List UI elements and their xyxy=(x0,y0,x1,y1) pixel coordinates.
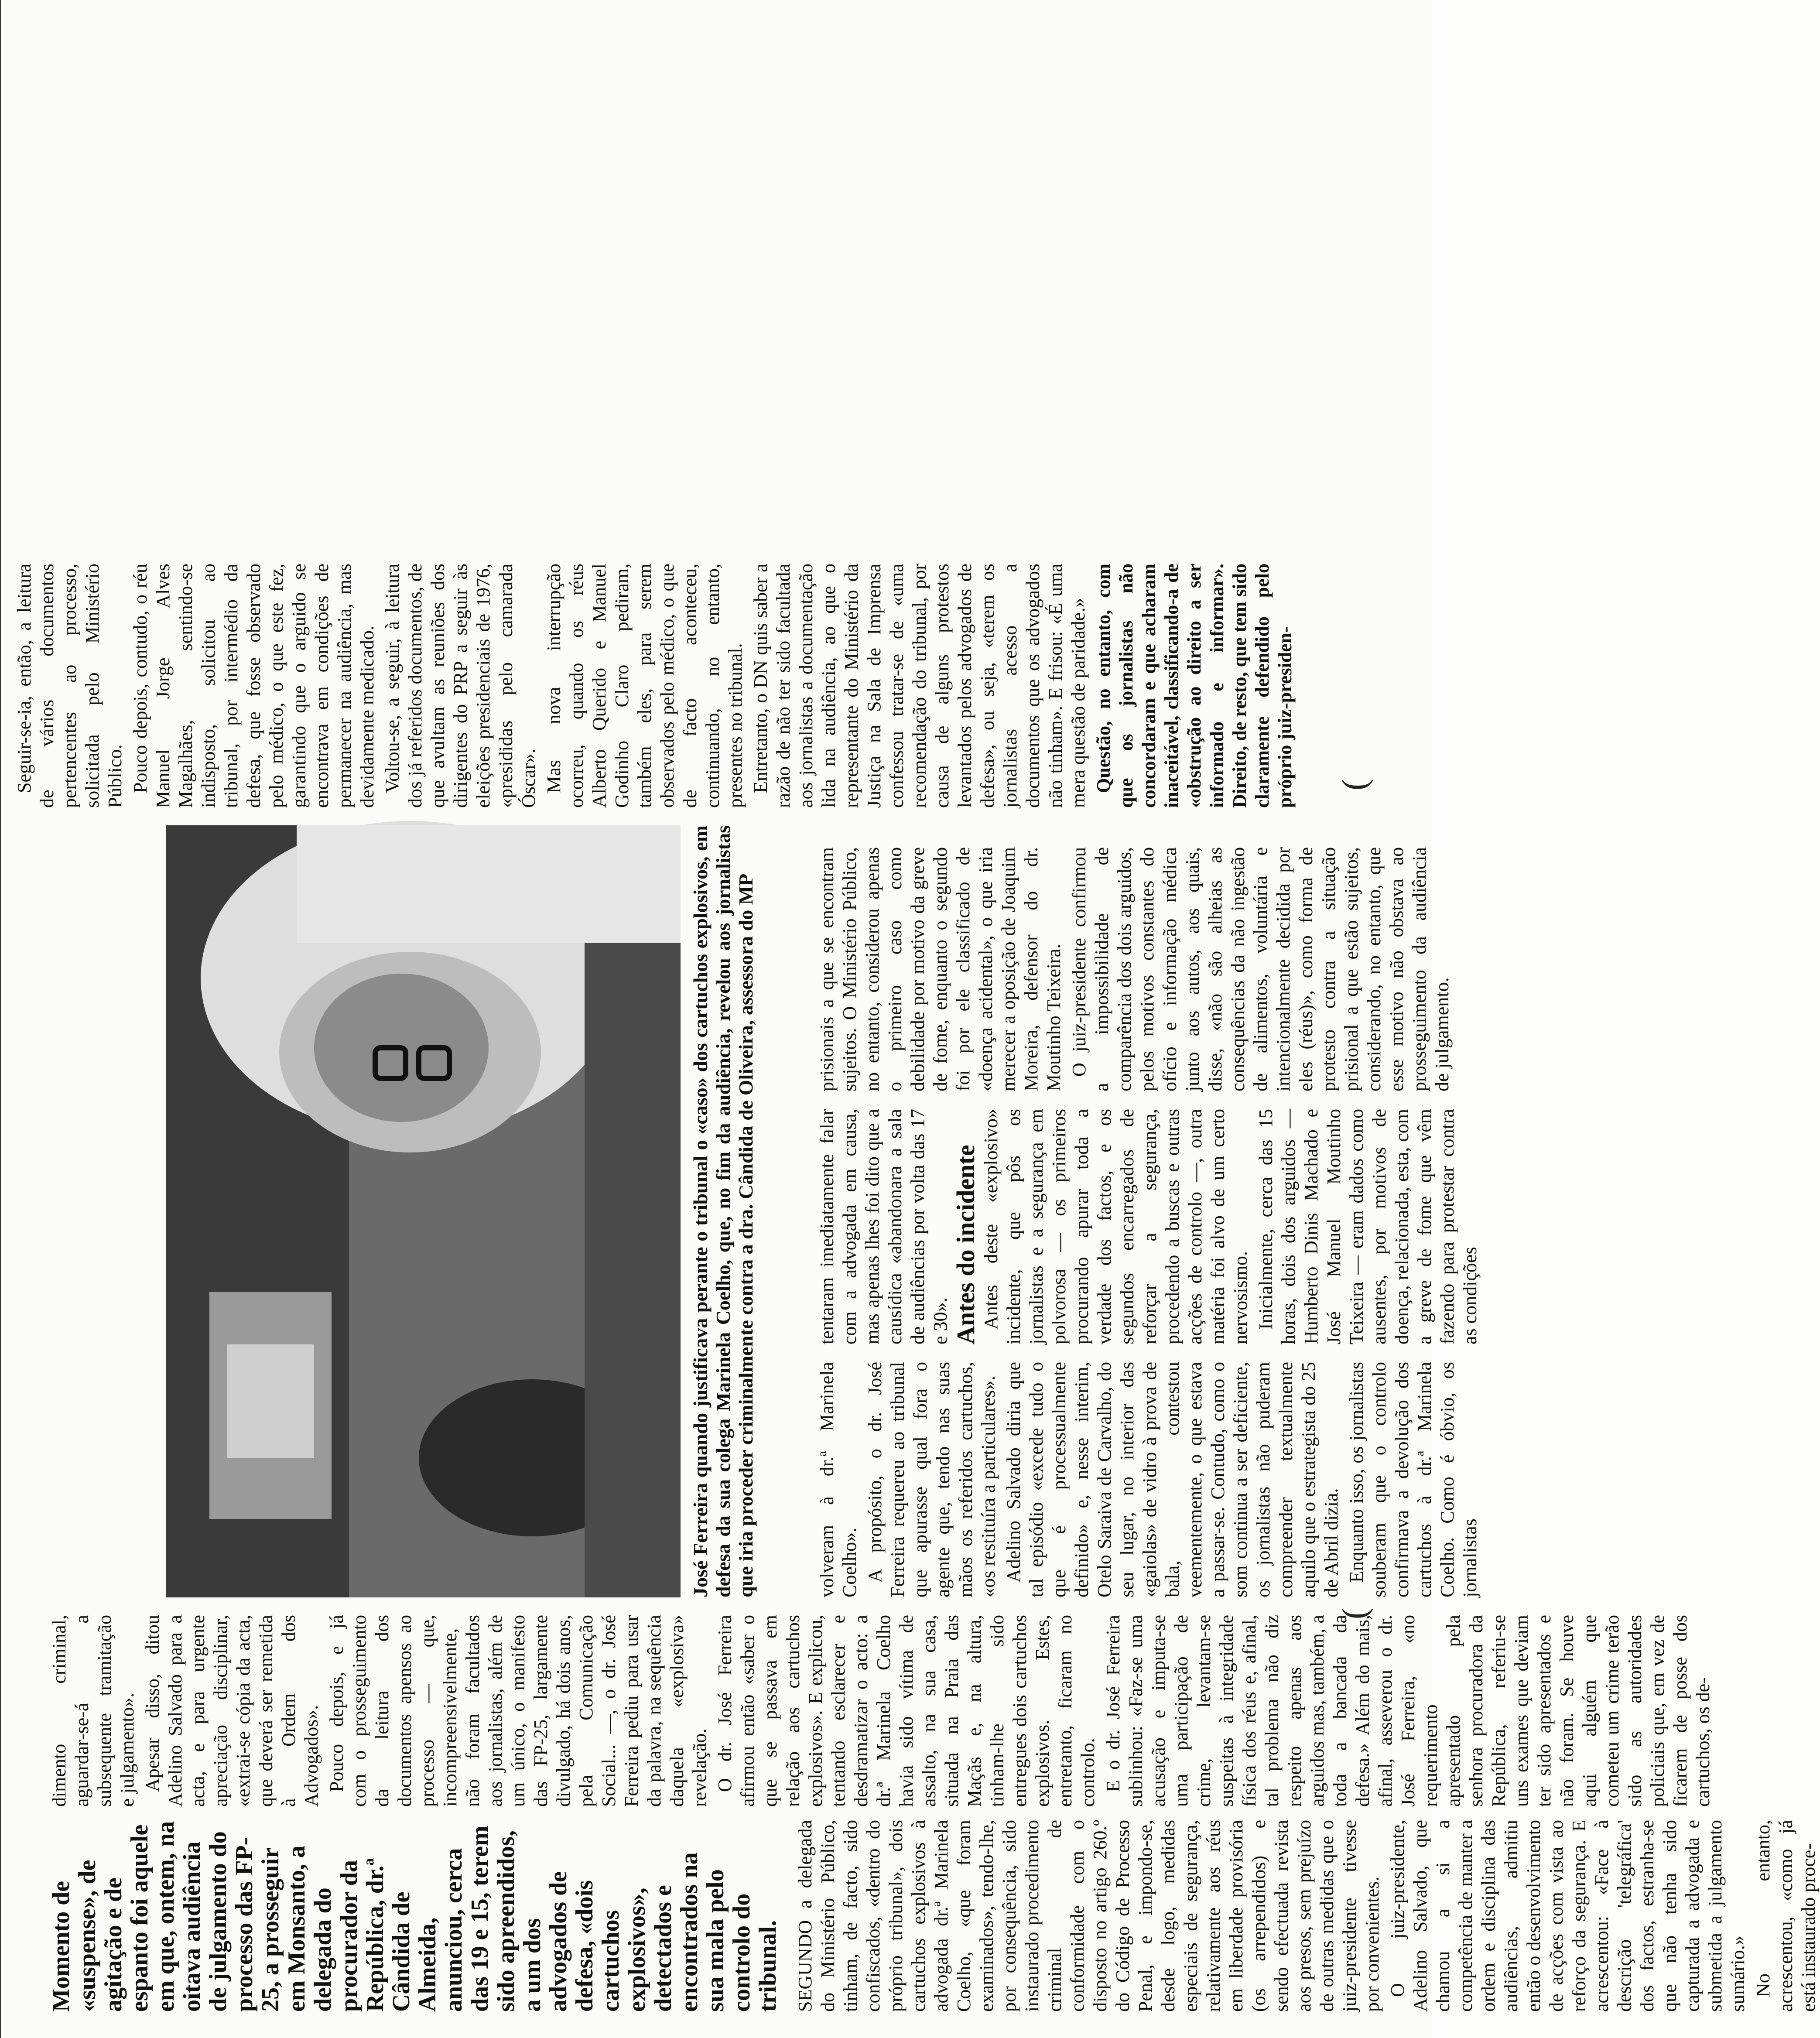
top-border-rule xyxy=(0,0,1,2038)
col6-paragraph-1: Seguir-se-ia, então, a leitura de vários documentos pertencentes ao processo, solicitada pelo Ministério Público. xyxy=(14,564,126,808)
section-subheading: Antes do incidente xyxy=(951,1145,980,1344)
col1-paragraph-2: O juiz-presidente, Adelino Salvado, que chamou a si a competência de manter a ordem e disciplina das audiências, admitiu então o desenvolvimento de acções com vista ao reforço da segurança. E acrescentou: «Face à descrição 'telegráfica' dos factos, estranha-se que não tenha sido capturada a advogada e submetida a julgamento sumário.» xyxy=(1387,1820,1748,2012)
col6-paragraph-6: Questão, no entanto, com que os jornalistas não concordaram e que acharam inaceitável, classificando-a de «obstrução ao direito a ser informado e informar». Direito, de resto, que tem sido claramente defendido pelo próprio juiz-presiden- xyxy=(1093,564,1296,808)
col3-paragraph-2: A propósito, o dr. José Ferreira requereu ao tribunal que apurasse qual fora o agente que, tendo nas suas mãos os referidos cartuchos, «os restituíra a particulares». xyxy=(864,1362,999,1597)
column-3 xyxy=(816,1362,1481,1597)
column-5 xyxy=(816,847,1453,1091)
col2-paragraph-3: Pouco depois, e já com o prosseguimento da leitura dos documentos apensos ao processo — que, incompreensivelmente, não foram facultados aos jornalistas, além de um único, o manifesto das FP-25, largamente divulgado, há dois anos, pela Comunicação Social... —, o dr. José Ferreira pediu para usar da palavra, na sequência daquela «explosiva» revelação. xyxy=(326,1615,710,1807)
col2-paragraph-4: O dr. José Ferreira afirmou então «saber o que se passava em relação aos cartuchos explosivos». E explicou, tentando esclarecer e desdramatizar o acto: a dr.ª Marinela Coelho havia sido vítima de assalto, na sua casa, situada na Praia das Maçãs e, na altura, tinham-lhe sido entregues dois cartuchos explosivos. Estes, entretanto, ficaram no controlo. xyxy=(714,1615,1098,1807)
col3-paragraph-4: Enquanto isso, os jornalistas souberam que o controlo confirmava a devolução dos cartuchos à dr.ª Marinela Coelho. Como é óbvio, os jornalistas xyxy=(1346,1362,1481,1597)
scan-mark-left: ( xyxy=(1335,1607,1374,1619)
column-4 xyxy=(816,1109,1481,1344)
courtroom-photo xyxy=(166,825,681,1597)
col4-paragraph-3: Inicialmente, cerca das 15 horas, dois dos arguidos — Humberto Dinis Machado e José Manuel Moutinho Teixeira — eram dados como ausentes, por motivos de doença, relacionada, esta, com a greve de fome que vêm fazendo para protestar contra as condições xyxy=(1255,1109,1481,1344)
column-2 xyxy=(48,1615,1714,1807)
col1-paragraph-3: No entanto, acrescentou, «como já está instaurado proce- xyxy=(1752,1820,1819,2012)
article-lead: Momento de «suspense», de agitação e de espanto foi aquele em que, ontem, na oitava audiência de julgamento do processo das FP-25, a prosseguir em Monsanto, a delegada do procurador da República, dr.ª Cândida de Almeida, anunciou, cerca das 19 e 15, terem sido apreendidos, a um dos advogados de defesa, «dois cartuchos explosivos», detectados e encontrados na sua mala pelo controlo do tribunal. xyxy=(48,1821,781,2012)
column-1 xyxy=(48,1820,1819,2012)
col2-paragraph-1: dimento criminal, aguardar-se-á a subsequente tramitação e julgamento». xyxy=(48,1615,138,1807)
col6-paragraph-2: Pouco depois, contudo, o réu Manuel Jorge Alves Magalhães, sentindo-se indisposto, solicitou ao tribunal, por intermédio da defesa, que fosse observado pelo médico, o que este fez, garantindo que o arguido se encontrava em condições de permanecer na audiência, mas devidamente medicado. xyxy=(130,564,378,808)
column-6 xyxy=(13,564,1409,808)
col5-paragraph-1: prisionais a que se encontram sujeitos. O Ministério Público, no entanto, considerou apenas o primeiro caso como debilidade por motivo da greve de fome, enquanto o segundo foi por ele classificado de «doença acidental», o que iria merecer a oposição de Joaquim Moreira, defensor do dr. Moutinho Teixeira. xyxy=(816,847,1064,1091)
col4-paragraph-1: tentaram imediatamente falar com a advogada em causa, mas apenas lhes foi dito que a causídica «abandonara a sala de audiências por volta das 17 e 30». xyxy=(816,1109,951,1344)
scan-mark-right: ( xyxy=(1335,779,1374,790)
col6-paragraph-4: Mas nova interrupção ocorreu, quando os réus Alberto Querido e Manuel Godinho Claro pediram, também eles, para serem observados pelo médico, o que de facto aconteceu, continuando, no entanto, presentes no tribunal. xyxy=(543,564,746,808)
photo-image xyxy=(166,825,681,1597)
col4-paragraph-2: Antes deste «explosivo» incidente, que pôs os jornalistas e a segurança em polvorosa — os primeiros procurando apurar toda a verdade dos factos, e os segundos encarregados de reforçar a segurança, procedendo a buscas e outras acções de controlo —, outra matéria foi alvo de um certo nervosismo. xyxy=(980,1109,1251,1344)
col1-paragraph-1: SEGUNDO a delegada do Ministério Público, tinham, de facto, sido confiscados, «dentro do próprio tribunal», dois cartuchos explosivos à advogada dr.ª Marinela Coelho, «que foram examinados», tendo-lhe, por consequência, sido instaurado procedimento criminal de conformidade com o disposto no artigo 260.º do Código de Processo Penal, e impondo-se, desde logo, medidas especiais de segurança, relativamente aos réus em liberdade provisória (os arrependidos) e sendo efectuada revista aos presos, sem prejuízo de outras medidas que o juiz-presidente tivesse por convenientes. xyxy=(794,1820,1383,2012)
col5-paragraph-2: O juiz-presidente confirmou a impossibilidade de comparência dos dois arguidos, pelos motivos constantes do ofício e informação médica junto aos autos, aos quais, disse, «não são alheias as consequências da não ingestão de alimentos, voluntária e intencionalmente decidida por eles (réus)», como forma de protesto contra a situação prisional a que estão sujeitos, considerando, no entanto, que esse motivo não obstava ao prosseguimento da audiência de julgamento. xyxy=(1068,847,1453,1091)
col3-paragraph-1: volveram à dr.ª Marinela Coelho». xyxy=(816,1362,860,1597)
col6-paragraph-3: Voltou-se, a seguir, à leitura dos já referidos documentos, de que avultam as reuniões dos dirigentes do PRP a seguir às eleições presidenciais de 1976, «presididas pelo camarada Óscar». xyxy=(382,564,539,808)
col2-paragraph-2: Apesar disso, ditou Adelino Salvado para a acta, e para urgente apreciação disciplinar, «extrai-se cópia da acta, que deverá ser remetida à Ordem dos Advogados». xyxy=(142,1615,322,1807)
col6-paragraph-5: Entretanto, o DN quis saber a razão de não ter sido facultada aos jornalistas a documentação lida na audiência, ao que o representante do Ministério da Justiça na Sala de Imprensa confessou tratar-se de «uma recomendação do tribunal, por causa de alguns protestos levantados pelos advogados de defesa», ou seja, «terem os jornalistas acesso a documentos que os advogados não tinham». E frisou: «É uma mera questão de paridade.» xyxy=(750,564,1089,808)
col3-paragraph-3: Adelino Salvado diria que tal episódio «excede tudo o que é processualmente definido» e, nesse interim, Otelo Saraiva de Carvalho, do seu lugar, no interior das «gaiolas» de vidro à prova de bala, contestou veementemente, o que estava a passar-se. Contudo, como o som continua a ser deficiente, os jornalistas não puderam compreender textualmente aquilo que o estrategista do 25 de Abril dizia. xyxy=(1003,1362,1342,1597)
col2-paragraph-5: E o dr. José Ferreira sublinhou: «Faz-se uma acusação e imputa-se uma participação de crime, levantam-se suspeitas à integridade física dos réus e, afinal, tal problema não diz respeito apenas aos arguidos mas, também, a toda a bancada da defesa.» Além do mais, afinal, asseverou o dr. José Ferreira, «no requerimento apresentado pela senhora procuradora da República, referiu-se uns exames que deviam ter sido apresentados e não foram. Se houve aqui alguém que cometeu um crime terão sido as autoridades policiais que, em vez de ficarem de posse dos cartuchos, os de- xyxy=(1102,1615,1714,1807)
photo-caption: José Ferreira quando justificava perante o tribunal o «caso» dos cartuchos explosivos, em defesa da sua colega Marinela Coelho, que, no fim da audiência, revelou aos jornalistas que iria proceder criminalmente contra a dra. Cândida de Oliveira, assessora do MP xyxy=(689,825,757,1597)
